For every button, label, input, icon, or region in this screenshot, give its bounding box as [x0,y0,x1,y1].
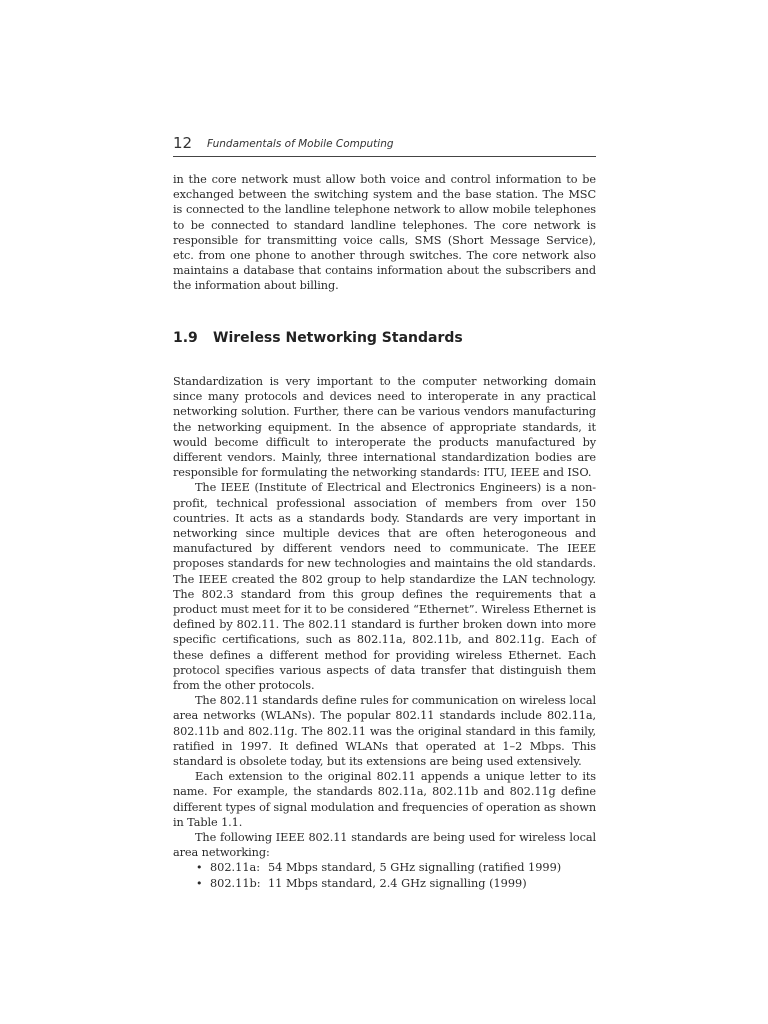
list-item [196,860,596,876]
paragraph: in the core network must allow both voice and control information to be exchanged between the switching system and the base station. The MSC is connected to the landline telephone network to allow mobile telephones to be connected to standard landline telephones. The core network is responsible for transmitting voice calls, SMS (Short Message Service), etc. from one phone to another through switches. The core network also maintains a database that contains information about the subscribers and the information about billing. [173,173,596,293]
section-body [173,374,596,861]
page-header [173,134,596,157]
standard-code: 802.11b: [210,877,261,890]
standards-bullet-list [196,860,596,892]
standard-code: 802.11a: [210,861,261,874]
standard-description: 11 Mbps standard, 2.4 GHz signalling (1999) [268,877,527,890]
running-title: Fundamentals of Mobile Computing [207,138,394,150]
section-heading [173,330,596,346]
page-number: 12 [173,134,193,152]
paragraph: The 802.11 standards define rules for communication on wireless local area networks (WLANs). The popular 802.11 standards include 802.11a, 802.11b and 802.11g. The 802.11 was the original standard in this family, ratified in 1997. It defined WLANs that operated at 1–2 Mbps. This standard is obsolete today, but its extensions are being used extensively. [173,694,596,769]
paragraph: The following IEEE 802.11 standards are being used for wireless local area networking: [173,831,596,860]
list-item [196,876,596,892]
section-title: Wireless Networking Standards [213,330,463,346]
paragraph: Each extension to the original 802.11 appends a unique letter to its name. For example, the standards 802.11a, 802.11b and 802.11g define different types of signal modulation and frequencies of operation as shown in Table 1.1. [173,770,596,829]
standard-description: 54 Mbps standard, 5 GHz signalling (ratified 1999) [268,861,562,874]
paragraph: Standardization is very important to the computer networking domain since many protocols and devices need to interoperate in any practical networking solution. Further, there can be various vendors manufacturing the networking equipment. In the absence of appropriate standards, it would become difficult to interoperate the products manufactured by different vendors. Mainly, three international standardization bodies are responsible for formulating the networking standards: ITU, IEEE and ISO. [173,375,596,480]
paragraph: The IEEE (Institute of Electrical and Electronics Engineers) is a non-profit, technical professional association of members from over 150 countries. It acts as a standards body. Standards are very important in networking since multiple devices that are often heterogoneous and manufactured by different vendors need to communicate. The IEEE proposes standards for new technologies and maintains the old standards. The IEEE created the 802 group to help standardize the LAN technology. The 802.3 standard from this group defines the requirements that a product must meet for it to be considered “Ethernet”. Wireless Ethernet is defined by 802.11. The 802.11 standard is further broken down into more specific certifications, such as 802.11a, 802.11b, and 802.11g. Each of these defines a different method for providing wireless Ethernet. Each protocol specifies various aspects of data transfer that distinguish them from the other protocols. [173,481,596,693]
intro-text-block [173,172,596,294]
section-number: 1.9 [173,330,198,346]
